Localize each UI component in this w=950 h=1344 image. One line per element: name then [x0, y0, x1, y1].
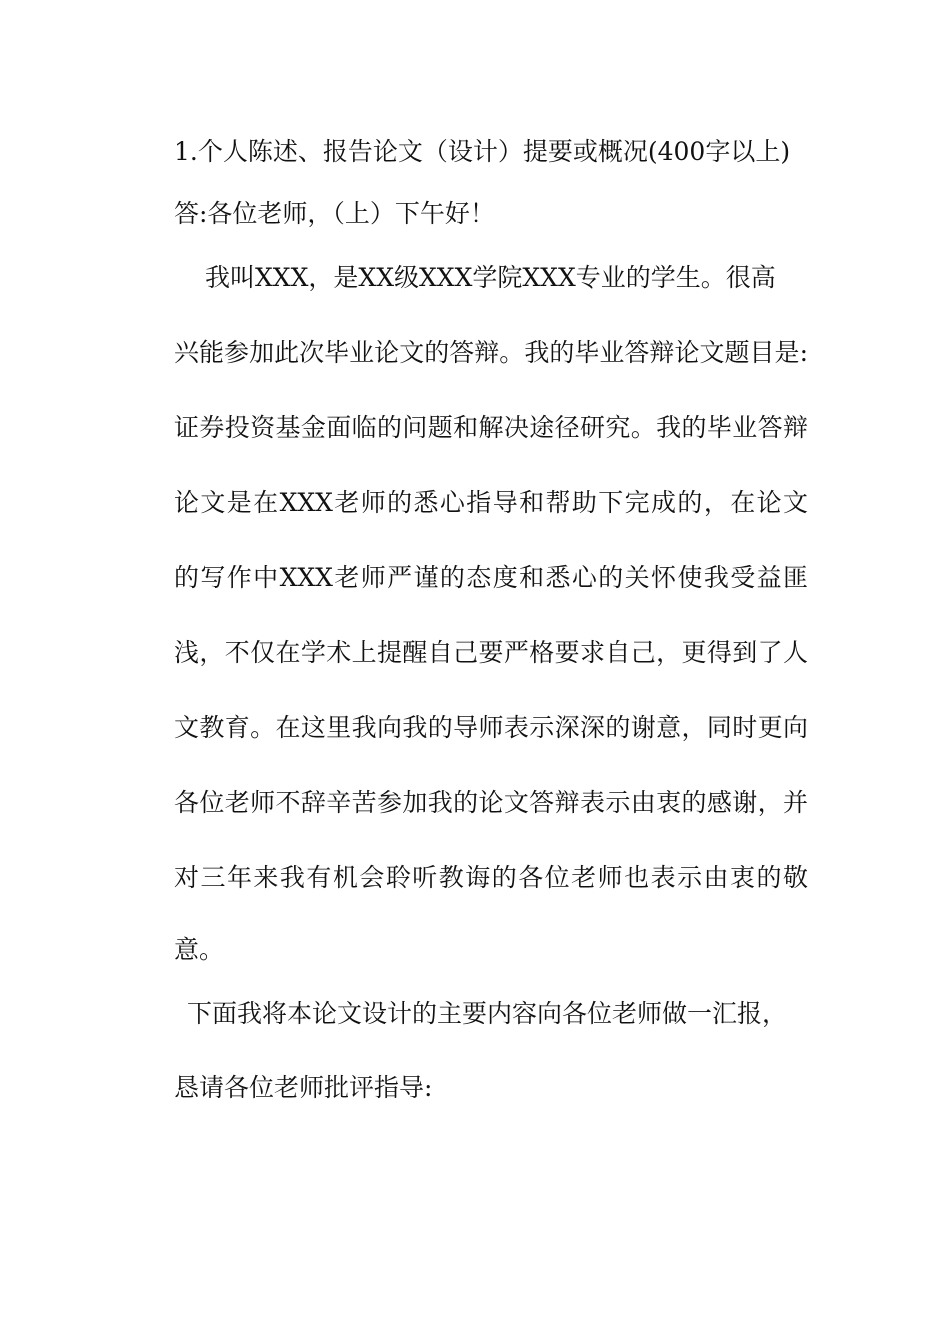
paragraph-line: 对三年来我有机会聆听教诲的各位老师也表示由衷的敬	[174, 863, 808, 892]
paragraph-line: 兴能参加此次毕业论文的答辩。我的毕业答辩论文题目是:	[174, 338, 808, 367]
paragraph-line: 证券投资基金面临的问题和解决途径研究。我的毕业答辩	[174, 413, 808, 442]
paragraph-line: 各位老师不辞辛苦参加我的论文答辩表示由衷的感谢，并	[174, 788, 808, 817]
paragraph-line: 文教育。在这里我向我的导师表示深深的谢意，同时更向	[174, 713, 808, 742]
answer-greeting: 答:各位老师，（上）下午好！	[174, 199, 495, 228]
paragraph-line: 的写作中XXX老师严谨的态度和悉心的关怀使我受益匪	[174, 563, 808, 592]
paragraph-line: 意。	[174, 935, 225, 964]
paragraph-line: 浅，不仅在学术上提醒自己要严格要求自己，更得到了人	[174, 638, 808, 667]
section-heading: 1.个人陈述、报告论文（设计）提要或概况(400字以上)	[174, 137, 791, 166]
paragraph-line: 下面我将本论文设计的主要内容向各位老师做一汇报，	[187, 999, 788, 1028]
paragraph-line: 我叫XXX，是XX级XXX学院XXX专业的学生。很高	[205, 263, 776, 292]
paragraph-line: 论文是在XXX老师的悉心指导和帮助下完成的，在论文	[174, 488, 808, 517]
paragraph-line: 恳请各位老师批评指导:	[174, 1073, 433, 1102]
